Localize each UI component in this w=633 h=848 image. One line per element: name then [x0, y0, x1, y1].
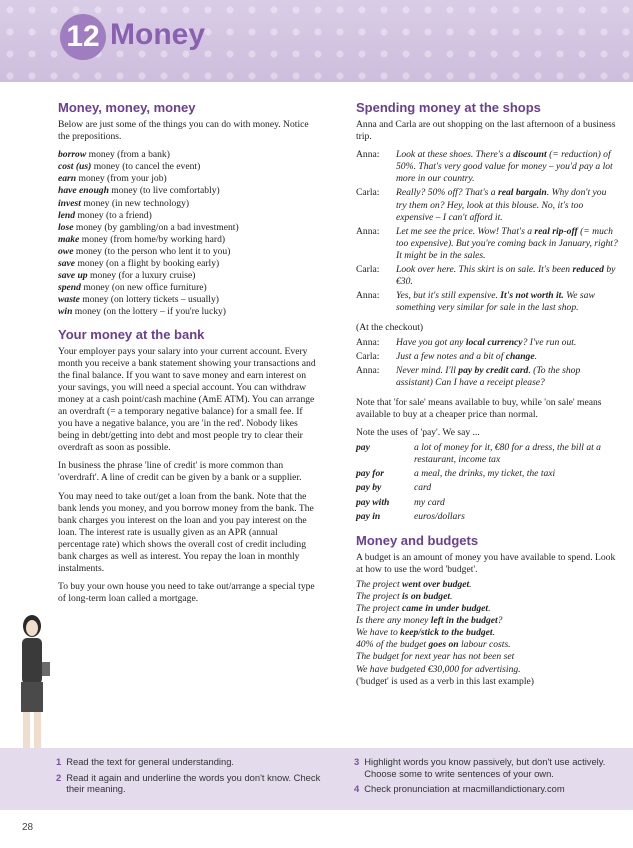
money-verb-usage: money (from home/by working hard) [79, 233, 226, 245]
money-verb-term: borrow [58, 149, 87, 161]
budget-example [356, 591, 618, 603]
dialog-text: . Why don't you try them on? Hey, look at this blouse. No, it's too expensive – I can't afford it. [396, 187, 607, 223]
money-verb-row [58, 222, 316, 234]
budget-text: labour costs. [458, 639, 511, 651]
dialog-speaker: Anna: [356, 336, 380, 348]
unit-number-badge: 12 [60, 14, 106, 60]
budget-example [356, 627, 618, 639]
dialog-key-phrase: It's not worth it. [500, 290, 564, 302]
dialog-key-phrase: real rip-off [534, 225, 578, 237]
task-text: Check pronunciation at macmillandictionary.com [364, 783, 565, 794]
dialog-line [396, 187, 618, 223]
money-verb-usage: money (to live comfortably) [108, 185, 220, 197]
money-verb-term: earn [58, 173, 77, 185]
pay-definition: my card [414, 496, 445, 508]
dialog-text: ? I've run out. [522, 336, 577, 348]
money-verb-usage: money (on lottery tickets – usually) [79, 294, 219, 306]
dialog-speaker: Anna: [356, 149, 380, 161]
dialog-text: We saw something very similar for sale in the last shop. [396, 290, 595, 314]
dialog-speaker: Carla: [356, 264, 380, 276]
money-verb-row [58, 246, 316, 258]
money-verb-term: cost (us) [58, 161, 92, 173]
budget-text: Is there any money [356, 615, 431, 627]
money-verb-usage: money (to cancel the event) [91, 161, 201, 173]
bank-paragraph-4: To buy your own house you need to take out/arrange a special type of long-term loan called a mortgage. [58, 581, 315, 605]
budget-text: . [450, 591, 453, 602]
money-verb-row [58, 270, 316, 282]
budget-phrase: goes on [428, 639, 459, 651]
pay-definition: card [414, 482, 432, 494]
dialog-speaker: Anna: [356, 290, 380, 302]
money-verb-row [58, 282, 316, 294]
section-heading-money: Money, money, money [58, 100, 196, 115]
dialog-text: . (To the shop assistant) Can I have a receipt please? [396, 364, 581, 388]
dialog-line [396, 226, 618, 262]
task-item [56, 756, 326, 768]
dialog-text: by €30. [396, 264, 616, 288]
money-verb-term: waste [58, 294, 80, 306]
budget-example [356, 639, 618, 651]
dialog-text: Have you got any [396, 336, 466, 348]
budget-text: . [488, 603, 491, 615]
bank-paragraph-3: You may need to take out/get a loan from the bank. Note that the bank lends you money, and you borrow money from the bank. The bank charges you interest on the loan and you pay interest on the loan. The interest rate is usually given as an APR (annual percentage rate) which shows the overall cost of credit including bank charges as well as interest. You repay the loan in monthly instalments. [58, 490, 314, 575]
task-item [56, 772, 326, 795]
money-verb-row [58, 149, 316, 161]
money-verb-usage: money (in new technology) [80, 197, 190, 209]
money-verb-usage: money (to the person who lent it to you) [73, 245, 231, 257]
dialog-text: Look at these shoes. There's a [396, 149, 514, 161]
money-verb-usage: money (from your job) [76, 173, 167, 185]
money-verb-usage: money (from a bank) [86, 149, 170, 161]
section-heading-shops: Spending money at the shops [356, 100, 541, 115]
budget-phrase: keep/stick to the budget [400, 627, 493, 639]
budget-example [356, 651, 618, 663]
budget-phrase: left in the budget [430, 615, 498, 627]
pay-term: pay by [356, 482, 382, 494]
for-sale-note: Note that 'for sale' means available to buy, while 'on sale' means available to buy at a cheaper price than normal. [356, 396, 602, 420]
dialog-key-phrase: reduced [572, 264, 604, 276]
budget-text: The project [356, 591, 403, 602]
budget-text: . [492, 627, 496, 639]
left-column [58, 100, 316, 611]
pay-definition: a lot of money for it, €80 for a dress, the bill at a restaurant, income tax [414, 442, 601, 466]
money-verb-row [58, 210, 316, 222]
budget-note: ('budget' is used as a verb in this last example) [356, 675, 534, 687]
budget-text: The project [356, 603, 403, 615]
task-item [354, 783, 616, 795]
money-verb-term: win [58, 306, 73, 318]
money-verb-term: invest [58, 197, 81, 209]
budget-example [356, 615, 618, 627]
dialog-speaker: Carla: [356, 350, 380, 362]
pay-term: pay for [356, 468, 384, 480]
tasks-panel [0, 748, 633, 810]
budget-text: The budget for next year has not been set [356, 651, 515, 663]
dialog-line [396, 290, 618, 314]
pay-term: pay with [356, 496, 390, 508]
task-number: 3 [354, 756, 360, 767]
dialog-key-phrase: pay by credit card [458, 364, 529, 376]
money-verb-row [58, 306, 316, 318]
money-verb-usage: money (on the lottery – if you're lucky) [72, 306, 226, 318]
pay-definition: a meal, the drinks, my ticket, the taxi [414, 468, 556, 480]
money-verb-term: lose [58, 221, 74, 233]
bank-paragraph-1: Your employer pays your salary into your current account. Every month you receive a bank statement showing your transactions and the final balance. If you want to save money and earn interest on your savings, you will need a special account. You can withdraw money at a cash point/cash machine (AmE ATM). You can arrange an overdraft (= a temporary negative balance) for a small fee. If you have a negative balance, you are 'in the red'. Nobody likes being in debt/getting into debt and most people try to clear their overdraft as soon as possible. [58, 345, 316, 454]
dialog-text: . [534, 350, 537, 362]
shops-intro: Anna and Carla are out shopping on the last afternoon of a business trip. [356, 119, 616, 143]
tasks-right [354, 756, 616, 799]
money-verb-term: save up [58, 270, 88, 282]
task-item [354, 756, 616, 779]
stage-direction: (At the checkout) [356, 322, 424, 334]
money-verb-term: lend [58, 209, 76, 221]
dialog-line [396, 351, 618, 363]
dialog-line [396, 264, 618, 288]
dialog-text: Just a few notes and a bit of [396, 350, 506, 362]
task-text: Highlight words you know passively, but don't use actively. Choose some to write sentences of your own. [364, 756, 606, 779]
money-verb-usage: money (to a friend) [75, 209, 152, 221]
pay-term: pay [356, 442, 370, 454]
section-intro: Below are just some of the things you can do with money. Notice the prepositions. [58, 119, 309, 143]
money-verb-row [58, 161, 316, 173]
right-column [356, 100, 618, 688]
budget-text: . [469, 578, 472, 590]
task-text: Read it again and underline the words you don't know. Check their meaning. [66, 771, 321, 794]
dialog-line [396, 365, 618, 389]
task-text: Read the text for general understanding. [66, 756, 235, 767]
unit-title: Money [110, 18, 206, 51]
dialog-text: (= reduction) of 50%. That's very good value for money – you'd pay a lot more in our country. [396, 149, 613, 185]
budgets-intro: A budget is an amount of money you have available to spend. Look at how to use the word 'budget'. [356, 551, 616, 575]
money-verb-row [58, 258, 316, 270]
section-heading-budgets: Money and budgets [356, 532, 479, 548]
shopping-dialog [356, 149, 618, 316]
tasks-left [56, 756, 326, 799]
money-verb-term: save [58, 258, 76, 270]
budget-text: We have budgeted €30,000 for advertising. [356, 663, 521, 675]
money-verb-usage: money (for a luxury cruise) [87, 270, 196, 282]
pay-uses-list [356, 442, 618, 525]
budget-phrase: went over budget [402, 578, 470, 590]
bank-paragraph-2: In business the phrase 'line of credit' is more common than 'overdraft'. A line of credit can be given by a bank or a supplier. [58, 460, 302, 484]
dialog-text: Look over here. This skirt is on sale. It's been [396, 264, 573, 276]
dialog-speaker: Carla: [356, 187, 380, 199]
money-verb-usage: money (on new office furniture) [80, 282, 207, 294]
budget-text: We have to [356, 627, 401, 639]
task-number: 4 [354, 783, 360, 794]
pay-term: pay in [356, 510, 381, 522]
checkout-dialog [356, 337, 618, 391]
dialog-text: Never mind. I'll [396, 364, 459, 376]
budget-examples [356, 579, 618, 676]
task-number: 1 [56, 756, 62, 767]
budget-phrase: is on budget [402, 591, 450, 602]
dialog-speaker: Anna: [356, 364, 380, 376]
money-verb-row [58, 294, 316, 306]
dialog-line [396, 337, 618, 349]
money-verbs-list [58, 149, 316, 318]
dialog-key-phrase: real bargain [497, 187, 547, 199]
money-verb-term: spend [58, 282, 81, 294]
budget-example [356, 603, 618, 615]
page-number: 28 [22, 822, 34, 833]
dialog-speaker: Anna: [356, 225, 380, 237]
unit-header [0, 0, 633, 82]
pay-definition: euros/dollars [414, 510, 465, 522]
budget-text: 40% of the budget [356, 639, 429, 651]
budget-phrase: came in under budget [402, 603, 489, 615]
dialog-text: Let me see the price. Wow! That's a [396, 225, 535, 237]
money-verb-row [58, 185, 316, 197]
budget-text: The project [356, 578, 403, 590]
dialog-text: Really? 50% off? That's a [396, 187, 498, 199]
money-verb-term: make [58, 233, 80, 245]
pay-note: Note the uses of 'pay'. We say ... [356, 427, 480, 439]
money-verb-row [58, 173, 316, 185]
money-verb-row [58, 234, 316, 246]
dialog-key-phrase: local currency [465, 336, 523, 348]
budget-text: ? [497, 615, 503, 627]
money-verb-usage: money (by gambling/on a bad investment) [73, 221, 239, 233]
dialog-text: Yes, but it's still expensive. [396, 290, 501, 302]
money-verb-usage: money (on a flight by booking early) [75, 258, 220, 270]
section-heading-bank: Your money at the bank [58, 326, 205, 342]
money-verb-term: have enough [58, 185, 109, 197]
budget-example [356, 664, 618, 676]
dialog-text: (= much too expensive). But you're coming back in January, right? It might be in the sales. [396, 225, 618, 261]
money-verb-row [58, 198, 316, 210]
money-verb-term: owe [58, 245, 74, 257]
dialog-line [396, 149, 618, 185]
budget-example [356, 579, 618, 591]
task-number: 2 [56, 771, 62, 783]
dialog-key-phrase: change [505, 350, 535, 362]
dialog-key-phrase: discount [513, 149, 547, 161]
